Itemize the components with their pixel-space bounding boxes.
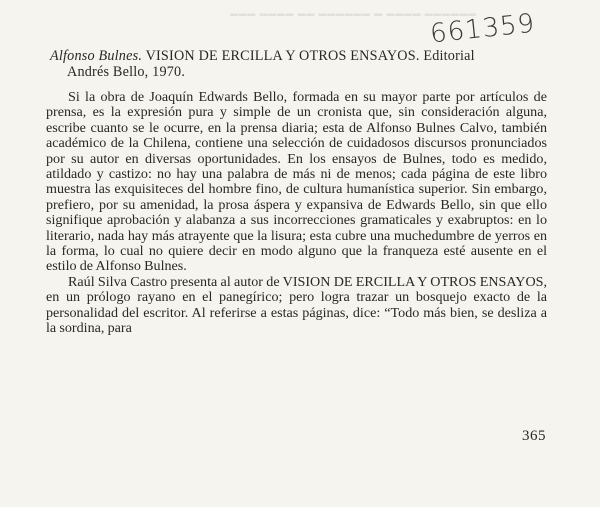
citation-author: Alfonso Bulnes. <box>50 48 143 64</box>
citation-title: VISION DE ERCILLA Y OTROS ENSAYOS. <box>145 48 420 64</box>
page-number: 365 <box>522 428 546 444</box>
body-text <box>46 90 547 337</box>
bleed-through-text: ▂▂▂ ▂▂▂▂ ▂▂ ▂▂▂▂▂▂ ▂ ▂▂▂▂ ▂▂▂▂▂▂ <box>230 6 477 16</box>
paragraph: Raúl Silva Castro presenta al autor de VISION DE ERCILLA Y OTROS ENSAYOS, en un prólogo rayano en el panegírico; pero logra trazar un bosquejo exacto de la personalidad del escritor. Al referirse a estas páginas, dice: “Todo más bien, se desliza a la sordina, para <box>46 273 547 337</box>
citation-publisher: Andrés Bello, 1970. <box>67 64 186 80</box>
paragraph: Si la obra de Joaquín Edwards Bello, formada en su mayor parte por artículos de prensa, es la expresión pura y simple de un cronista que, sin consideración alguna, escribe cuanto se le ocurre, en la prensa diaria; esta de Alfonso Bulnes Calvo, también académico de la Chilena, contiene una selección de cuidadosos discursos pronunciados por su autor en diversas oportunidades. En los ensayos de Bulnes, todo es medido, atildado y castizo: no hay una palabra de más ni de menos; cada página de este libro muestra las exquisiteces del hombre fino, de cultura humanística superior. Sin embargo, prefiero, por su amenidad, la prosa áspera y expansiva de Edwards Bello, sin que ello signifique aprobación y alabanza a sus incorrecciones gramaticales y exabruptos: en lo literario, nada hay más atrayente que la lisura; esta cubre una muchedumbre de yerros en la forma, lo cual no quiere decir en modo alguno que la franqueza esté ausente en el estilo de Alfonso Bulnes. <box>46 89 547 275</box>
handwritten-annotation: 661359 <box>428 8 537 50</box>
citation-publisher-lead: Editorial <box>423 48 475 64</box>
bibliographic-citation <box>50 48 550 80</box>
